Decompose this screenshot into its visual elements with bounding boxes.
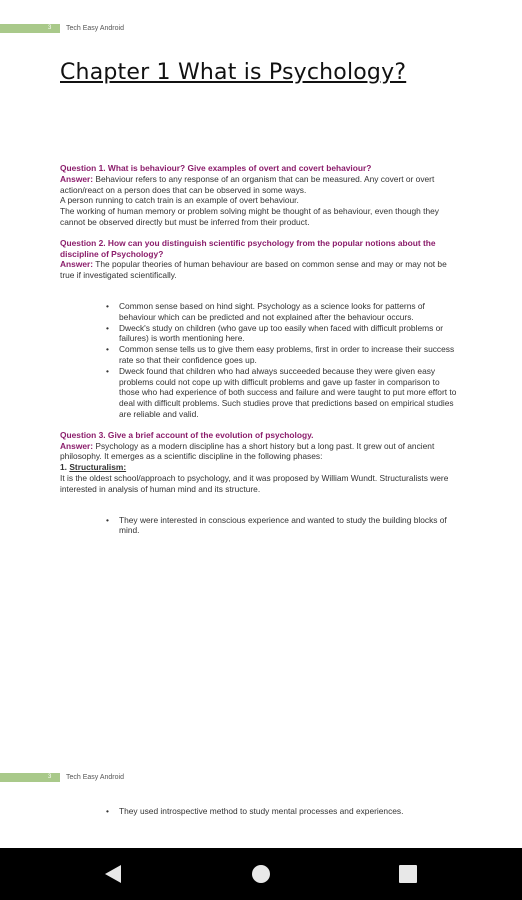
subheading-number: 1. xyxy=(60,462,67,473)
answer-text: Psychology as a modern discipline has a short history but a long past. It grew out of ancient philosophy. It emerges as a scientific discipline in the following phases: xyxy=(60,440,435,462)
answer-1-paragraph: The working of human memory or problem solving might be thought of as behaviour, even though they cannot be observed directly but must be inferred from their product. xyxy=(60,206,439,227)
answer-text: The popular theories of human behaviour are based on common sense and may or may not be true if investigated scientifically. xyxy=(60,259,447,281)
answer-label: Answer: xyxy=(60,173,94,184)
list-item: • They used introspective method to study mental processes and experiences. xyxy=(119,806,460,817)
chapter-title: Chapter 1 What is Psychology? xyxy=(60,60,407,85)
document-content xyxy=(60,163,460,536)
question-1-block xyxy=(60,163,460,228)
home-icon xyxy=(247,860,275,888)
question-1: Question 1. What is behaviour? Give examples of overt and covert behaviour? xyxy=(60,163,372,173)
navigation-bar xyxy=(0,848,522,900)
bullet-list xyxy=(60,806,460,817)
question-2: Question 2. How can you distinguish scientific psychology from the popular notions about the discipline of Psychology? xyxy=(60,237,436,259)
answer-label: Answer: xyxy=(60,440,94,451)
list-item: • Dweck found that children who had always succeeded because they were given easy problems could not cope up with difficult problems and gave up faster in comparison to those who had experience of both success and failure and were taught to put more effort to deal with difficult problems. Such studies prove that predictions based on empirical studies are reliable and valid. xyxy=(119,366,460,420)
subheading xyxy=(60,462,460,473)
list-item: • They were interested in conscious experience and wanted to study the building blocks of mind. xyxy=(119,515,460,537)
back-button[interactable] xyxy=(100,860,128,888)
home-button[interactable] xyxy=(247,860,275,888)
bullet-list xyxy=(60,515,460,537)
answer-1 xyxy=(60,174,460,196)
subheading-text: It is the oldest school/approach to psychology, and it was proposed by William Wundt. Structuralists were interested in analysis of human mind and its structure. xyxy=(60,472,449,494)
recents-button[interactable] xyxy=(394,860,422,888)
answer-2 xyxy=(60,259,460,281)
question-2-block xyxy=(60,238,460,420)
question-3: Question 3. Give a brief account of the evolution of psychology. xyxy=(60,429,314,440)
recents-icon xyxy=(394,860,422,888)
page-header-text: Tech Easy Android xyxy=(66,774,124,781)
question-3-block xyxy=(60,430,460,536)
answer-1-paragraph: A person running to catch train is an example of overt behaviour. xyxy=(60,195,299,206)
page-2-content xyxy=(60,806,460,817)
answer-label: Answer: xyxy=(60,259,94,270)
answer-text: Behaviour refers to any response of an organism that can be measured. Any covert or overt action/react on a person does that can be observed in some ways. xyxy=(60,173,435,195)
list-item: • Dweck's study on children (who gave up too easily when faced with difficult problems or failures) is worth mentioning here. xyxy=(119,323,460,345)
bullet-list xyxy=(60,301,460,420)
page-number: 3 xyxy=(48,25,52,31)
answer-3 xyxy=(60,441,460,463)
subheading-title: Structuralism: xyxy=(69,462,127,473)
back-icon xyxy=(100,860,128,888)
list-item: • Common sense based on hind sight. Psychology as a science looks for patterns of behaviour which can be predicted and not explained after the behaviour occurs. xyxy=(119,301,460,323)
page-header-text: Tech Easy Android xyxy=(66,25,124,32)
list-item: • Common sense tells us to give them easy problems, first in order to increase their success rate so that their confidence goes up. xyxy=(119,344,460,366)
page-number: 3 xyxy=(48,774,52,780)
